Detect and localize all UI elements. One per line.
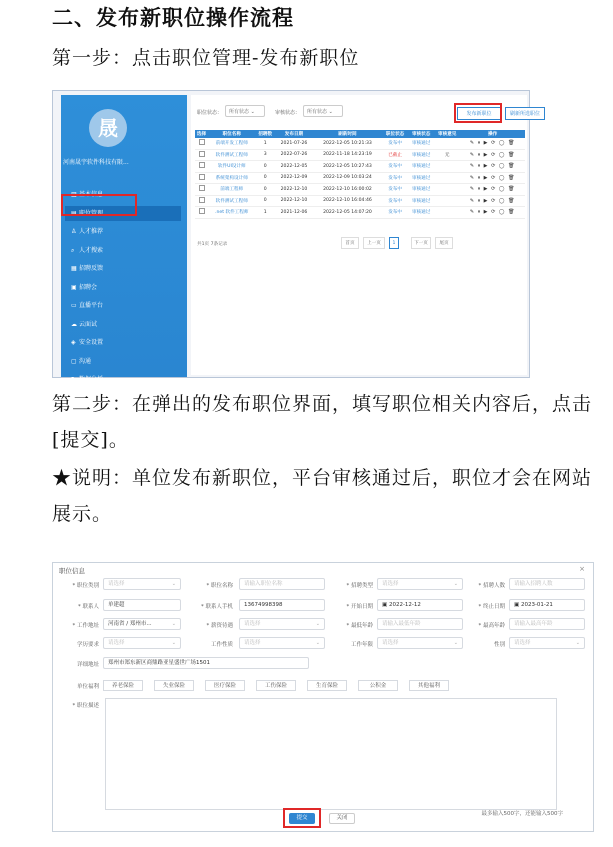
sidebar-item-label: 招聘会 [79,283,98,291]
tv-icon: ▭ [71,302,77,309]
table-cell [434,195,460,207]
table-cell: 无 [434,149,460,161]
sidebar-item-6[interactable] [65,298,181,313]
sidebar-item-label: 职位管理 [79,209,104,217]
calendar-icon: ▣ [382,602,389,608]
row-checkbox-cell [195,184,208,196]
nature-select[interactable]: 请选择 ⌄ [239,637,325,649]
table-cell: 审核通过 [408,138,434,149]
row-checkbox[interactable] [199,185,205,191]
job-name-input[interactable]: 请输入职位名称 [239,578,325,590]
table-cell: 系统架构设计师 [208,172,255,184]
table-row[interactable] [195,207,525,219]
years-label: 工作年限 [350,642,373,648]
row-checkbox-cell [195,161,208,173]
sidebar-item-label: 数据分析 [79,376,104,383]
row-actions[interactable]: ✎ ⏸ ▶ ⟳ ◯ 🗑 [460,172,525,184]
table-cell: 2022-11-18 14:23:19 [313,149,382,161]
row-checkbox-cell [195,138,208,149]
column-header: 审核状态 [408,130,434,138]
row-checkbox-cell [195,195,208,207]
search-icon: ⌕ [71,246,75,254]
row-checkbox[interactable] [199,162,205,168]
sidebar-item-label: 沟通 [79,357,92,365]
sidebar-item-label: 人才推荐 [79,228,104,235]
bar-icon: ▮ [71,376,75,383]
row-checkbox[interactable] [199,151,205,157]
end-date-label: * 终止日期 [478,604,505,610]
table-cell: 1 [255,207,275,219]
table-cell: 2022-12-05 10:27:43 [313,161,382,173]
table-cell: 发布中 [382,195,408,207]
contact-input[interactable]: 单建超 [103,599,181,611]
table-row[interactable] [195,149,525,161]
row-checkbox[interactable] [199,139,205,145]
row-checkbox[interactable] [199,174,205,180]
chat-icon: ▢ [71,357,77,365]
company-logo: 晟 [89,109,127,147]
nature-label: 工作性质 [210,642,233,648]
pager-button[interactable]: 下一页 [411,237,431,249]
welfare-tag[interactable]: 失业保险 [154,680,194,691]
table-cell: 2022-12-10 [275,195,313,207]
table-cell [434,207,460,219]
table-cell: 前端开发工程师 [208,138,255,149]
column-header: 职位名称 [208,130,255,138]
table-cell: 2022-12-10 [275,184,313,196]
shield-icon: ◈ [71,339,76,346]
briefcase-icon: ▤ [71,209,77,217]
recruit-num-input[interactable]: 请输入招聘人数 [509,578,585,590]
contact-label: * 联系人 [78,604,99,610]
cloud-icon: ☁ [71,320,77,328]
step1-text: 第一步：点击职位管理-发布新职位 [52,47,360,69]
table-cell: 2022-12-10 16:04:46 [313,195,382,207]
sidebar-item-label: 云面试 [79,320,98,328]
table-cell: .net 软件工程师 [208,207,255,219]
close-icon[interactable]: × [579,565,585,573]
table-cell: 0 [255,172,275,184]
contact-phone-input[interactable]: 13674998398 [239,599,325,611]
table-cell: 发布中 [382,184,408,196]
row-actions[interactable]: ✎ ⏸ ▶ ⟳ ◯ 🗑 [460,138,525,149]
sidebar [61,95,187,383]
sidebar-item-label: 基本信息 [79,191,104,198]
welfare-tag[interactable]: 养老保险 [103,680,143,691]
gender-select[interactable]: 请选择 ⌄ [509,637,585,649]
table-cell: 软件UI设计师 [208,161,255,173]
table-row[interactable] [195,184,525,196]
sidebar-item-7[interactable] [65,317,181,332]
gender-label: 性别 [493,642,505,648]
years-select[interactable]: 请选择 ⌄ [377,637,463,649]
pager-button[interactable]: 尾页 [435,237,453,249]
table-cell [434,172,460,184]
table-cell: 2022-12-05 14:07:20 [313,207,382,219]
table-cell: 审核通过 [408,172,434,184]
start-date-input[interactable]: ▣ 2022-12-12 [377,599,463,611]
job-name-label: * 职位名称 [206,583,233,589]
table-cell: 0 [255,195,275,207]
start-date-label: * 开始日期 [346,604,373,610]
column-header: 刷新时间 [313,130,382,138]
table-cell: 2021-07-26 [275,138,313,149]
table-cell: 发布中 [382,138,408,149]
table-cell: 2022-12-09 10:03:24 [313,172,382,184]
desc-label: * 职位描述 [72,703,99,709]
sidebar-item-4[interactable] [65,261,181,276]
column-header: 职位状态 [382,130,408,138]
table-cell: 审核通过 [408,161,434,173]
edu-select[interactable]: 请选择 ⌄ [103,637,181,649]
row-actions[interactable]: ✎ ⏸ ▶ ⟳ ◯ 🗑 [460,184,525,196]
highlight-submit [283,808,321,828]
calendar-icon: ▣ [514,602,521,608]
sidebar-item-10[interactable] [65,372,181,387]
contact-phone-label: * 联系人手机 [201,604,233,610]
welfare-tag[interactable]: 医疗保险 [205,680,245,691]
address-label: 详细地址 [76,662,99,668]
job-type-label: * 职位类别 [72,583,99,589]
welfare-tag[interactable]: 公积金 [358,680,398,691]
end-date-input[interactable]: ▣ 2023-01-21 [509,599,585,611]
sidebar-item-5[interactable] [65,280,181,295]
publish-job-button[interactable]: 发布新职位 [457,107,501,120]
status-filter-label: 职位状态： [197,110,223,116]
table-cell: 前端工程师 [208,184,255,196]
sidebar-item-label: 直播平台 [79,302,104,309]
audit-filter-select[interactable]: 所有状态 ⌄ [303,105,343,117]
job-management-screenshot [52,90,540,383]
chart-icon: ▥ [71,191,77,198]
address-input[interactable]: 郑州市郑东新区商鼎路亚星盛世广场1501 [103,657,309,669]
row-actions[interactable]: ✎ ⏸ ▶ ⟳ ◯ 🗑 [460,195,525,207]
audit-filter-label: 审核状态： [275,110,301,116]
table-cell: 2022-12-05 [275,161,313,173]
edu-label: 学历要求 [76,642,99,648]
column-header: 审核意见 [434,130,460,138]
column-header: 招聘数 [255,130,275,138]
row-checkbox[interactable] [199,197,205,203]
char-hint: 最多输入500字，还能输入500字 [481,811,563,817]
table-cell: 软件测试工程师 [208,195,255,207]
user-icon: ♙ [71,228,77,235]
table-row[interactable] [195,161,525,173]
table-cell: 2022-07-26 [275,149,313,161]
desc-textarea[interactable] [105,698,557,810]
table-row[interactable] [195,138,525,149]
table-cell: 发布中 [382,172,408,184]
row-checkbox-cell [195,172,208,184]
recruit-type-select[interactable]: 请选择 ⌄ [377,578,463,590]
max-age-label: * 最高年龄 [478,623,505,629]
highlight-nav [61,194,137,216]
work-place-label: * 工作地址 [72,623,99,629]
close-button[interactable]: 关闭 [329,813,355,824]
status-filter-select[interactable]: 所有状态 ⌄ [225,105,265,117]
table-cell [434,138,460,149]
sidebar-item-label: 招聘反馈 [79,265,104,272]
table-cell: 审核通过 [408,195,434,207]
form-title: 职位信息 [59,567,85,575]
welfare-tag[interactable]: 生育保险 [307,680,347,691]
column-header: 发布日期 [275,130,313,138]
sidebar-item-label: 安全设置 [79,339,104,346]
salary-label: * 薪资待遇 [206,623,233,629]
table-cell: 2022-12-10 16:00:02 [313,184,382,196]
table-cell [434,161,460,173]
pager-button[interactable]: 1 [389,237,399,249]
row-actions[interactable]: ✎ ⏸ ▶ ⟳ ◯ 🗑 [460,207,525,219]
table-cell: 3 [255,149,275,161]
salary-select[interactable]: 请选择 ⌄ [239,618,325,630]
pager-total: 共1页 7条记录 [197,242,228,247]
column-header: 选择 [196,132,207,137]
sidebar-item-2[interactable] [65,224,181,239]
sidebar-item-label: 人才搜索 [79,246,104,254]
column-header: 操作 [460,130,525,138]
note-text: ★说明：单位发布新职位，平台审核通过后，职位才会在网站展示。 [52,467,593,525]
sidebar-item-3[interactable] [65,243,181,258]
table-cell: 软件测试工程师 [208,149,255,161]
max-age-input[interactable]: 请输入最高年龄 [509,618,585,630]
row-actions[interactable]: ✎ ⏸ ▶ ⟳ ◯ 🗑 [460,161,525,173]
min-age-label: * 最低年龄 [346,623,373,629]
table-cell: 审核通过 [408,184,434,196]
job-type-select[interactable]: 请选择 ⌄ [103,578,181,590]
job-form-screenshot [52,562,594,832]
table-cell: 2022-12-09 [275,172,313,184]
recruit-num-label: * 招聘人数 [478,583,505,589]
row-checkbox-cell [195,149,208,161]
calendar-icon: ▣ [71,283,77,291]
section-heading: 二、发布新职位操作流程 [52,6,294,30]
step2-text: 第二步：在弹出的发布职位界面，填写职位相关内容后，点击[提交]。 [52,393,593,451]
submit-button[interactable]: 提交 [289,813,315,824]
table-cell: 0 [255,184,275,196]
table-cell: 审核通过 [408,149,434,161]
welfare-tag[interactable]: 工伤保险 [256,680,296,691]
pager-button[interactable]: 上一页 [363,237,385,249]
table-cell [434,184,460,196]
row-actions[interactable]: ✎ ⏸ ▶ ⟳ ◯ 🗑 [460,149,525,161]
job-table [195,130,525,219]
table-row[interactable] [195,195,525,207]
table-cell: 已截止 [382,149,408,161]
doc-icon: ▦ [71,265,77,272]
sidebar-item-8[interactable] [65,335,181,350]
table-row[interactable] [195,172,525,184]
table-cell: 2021-12-06 [275,207,313,219]
refresh-job-button[interactable]: 刷新所选职位 [505,107,545,120]
sidebar-item-9[interactable] [65,354,181,369]
recruit-type-label: * 招聘类型 [346,583,373,589]
highlight-publish [454,103,502,123]
welfare-tag[interactable]: 其他福利 [409,680,449,691]
table-cell: 发布中 [382,207,408,219]
welfare-label: 单位福利 [76,684,99,690]
table-cell: 2022-12-05 10:21:33 [313,138,382,149]
pager-button[interactable]: 首页 [341,237,359,249]
table-cell: 1 [255,138,275,149]
min-age-input[interactable]: 请输入最低年龄 [377,618,463,630]
table-cell: 发布中 [382,161,408,173]
job-list-panel [191,95,540,375]
row-checkbox-cell [195,207,208,219]
row-checkbox[interactable] [199,208,205,214]
company-name: 河南晟宇软件科技有限... [63,159,129,166]
table-cell: 审核通过 [408,207,434,219]
work-place-select[interactable]: 河南省 / 郑州市... ⌄ [103,618,181,630]
table-cell: 0 [255,161,275,173]
